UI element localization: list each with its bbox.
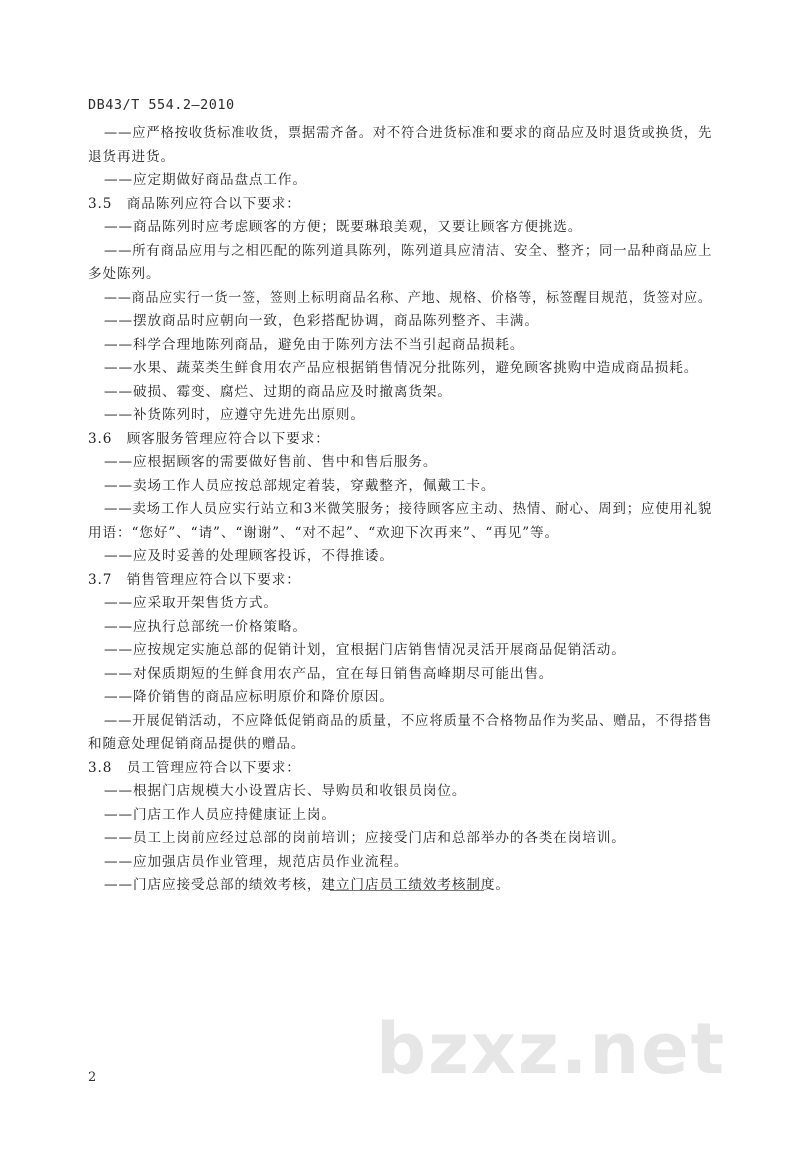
text-line: ——应采取开架售货方式。 — [104, 595, 278, 611]
section-heading-3-7: 3.7 销售管理应符合以下要求： — [88, 572, 301, 588]
text-line: ——对保质期短的生鲜食用农产品，宜在每日销售高峰期尽可能出售。 — [104, 666, 554, 682]
text-line: ——员工上岗前应经过总部的岗前培训；应接受门店和总部举办的各类在岗培训。 — [104, 830, 626, 846]
page-number: 2 — [88, 1070, 97, 1085]
text-line: ——开展促销活动，不应降低促销商品的质量，不应将质量不合格物品作为奖品、赠品，不得搭售 — [104, 713, 713, 729]
text-line: ——应加强店员作业管理，规范店员作业流程。 — [104, 854, 409, 870]
text-line: 退货再进货。 — [88, 149, 175, 165]
text-line: ——水果、蔬菜类生鲜食用农产品应根据销售情况分批陈列，避免顾客挑购中造成商品损耗。 — [104, 360, 699, 376]
text-line: ——所有商品应用与之相匹配的陈列道具陈列，陈列道具应清洁、安全、整齐；同一品种商品应上 — [104, 243, 713, 259]
text-line: ——门店工作人员应持健康证上岗。 — [104, 807, 336, 823]
text-line: ——摆放商品时应朝向一致，色彩搭配协调，商品陈列整齐、丰满。 — [104, 313, 539, 329]
text-line: ——应严格按收货标准收货，票据需齐备。对不符合进货标准和要求的商品应及时退货或换货，先 — [104, 125, 713, 141]
standard-code-header: DB43/T 554.2—2010 — [88, 97, 235, 113]
end-divider — [330, 890, 484, 891]
text-line: ——破损、霉变、腐烂、过期的商品应及时撤离货架。 — [104, 384, 452, 400]
text-line: ——应及时妥善的处理顾客投诉，不得推诿。 — [104, 548, 394, 564]
text-line: ——应按规定实施总部的促销计划，宜根据门店销售情况灵活开展商品促销活动。 — [104, 642, 626, 658]
text-line: ——应定期做好商品盘点工作。 — [104, 172, 307, 188]
text-line: ——门店应接受总部的绩效考核，建立门店员工绩效考核制度。 — [104, 877, 510, 893]
section-heading-3-5: 3.5 商品陈列应符合以下要求： — [88, 196, 301, 212]
text-line: ——根据门店规模大小设置店长、导购员和收银员岗位。 — [104, 783, 467, 799]
text-line: ——商品应实行一货一签，签则上标明商品名称、产地、规格、价格等，标签醒目规范，货签对应。 — [104, 290, 712, 306]
text-line: 多处陈列。 — [88, 266, 161, 282]
text-line: ——补货陈列时，应遵守先进先出原则。 — [104, 407, 365, 423]
text-line: ——应执行总部统一价格策略。 — [104, 619, 307, 635]
text-line: ——卖场工作人员应按总部规定着装，穿戴整齐，佩戴工卡。 — [104, 478, 496, 494]
section-heading-3-8: 3.8 员工管理应符合以下要求： — [88, 760, 301, 776]
text-line: ——应根据顾客的需要做好售前、售中和售后服务。 — [104, 454, 438, 470]
text-line: ——降价销售的商品应标明原价和降价原因。 — [104, 689, 394, 705]
text-line: ——商品陈列时应考虑顾客的方便；既要琳琅美观，又要让顾客方便挑选。 — [104, 219, 583, 235]
site-watermark: bzxz.net — [376, 1008, 727, 1090]
text-line: 和随意处理促销商品提供的赠品。 — [88, 736, 306, 752]
section-heading-3-6: 3.6 顾客服务管理应符合以下要求： — [88, 431, 330, 447]
text-line: ——卖场工作人员应实行站立和3米微笑服务；接待顾客应主动、热情、耐心、周到；应使用礼貌 — [104, 501, 713, 517]
text-line: ——科学合理地陈列商品，避免由于陈列方法不当引起商品损耗。 — [104, 337, 525, 353]
text-line: 用语：“您好”、“请”、“谢谢”、“对不起”、“欢迎下次再来”、“再见”等。 — [88, 525, 560, 541]
